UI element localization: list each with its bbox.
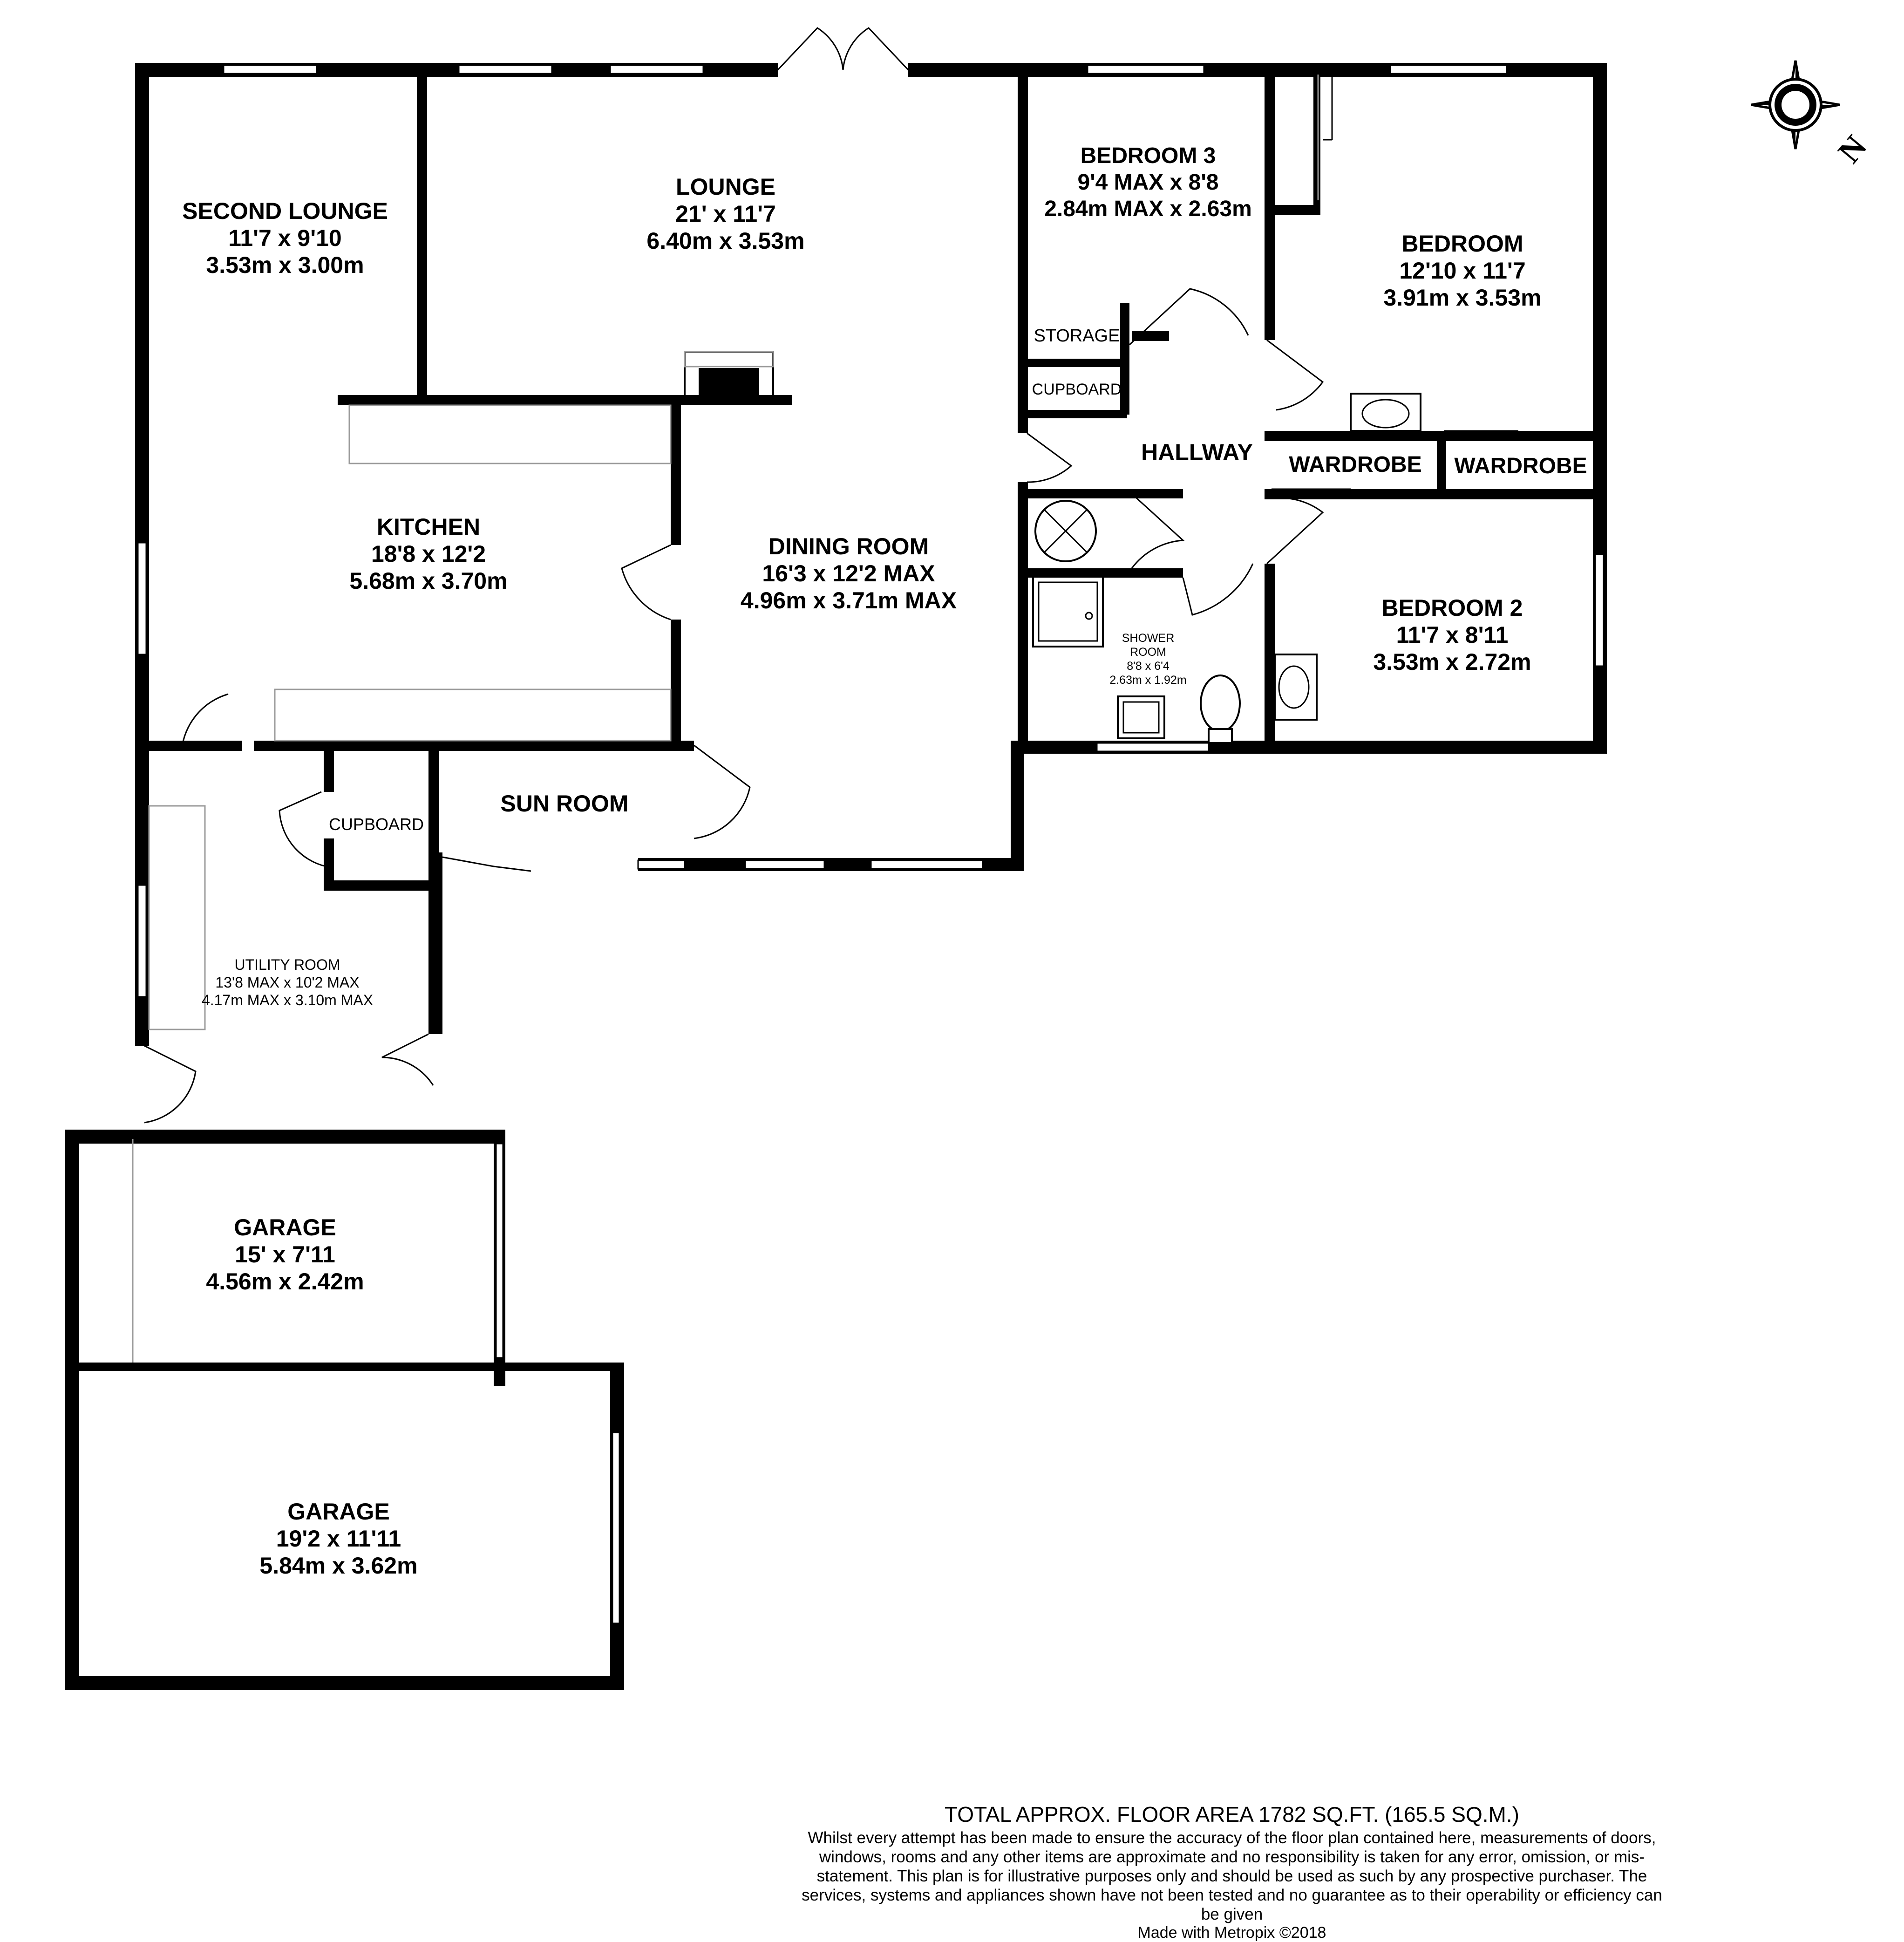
cupboard-label: CUPBOARD xyxy=(1032,381,1122,398)
room-size-metric: 5.68m x 3.70m xyxy=(349,568,508,594)
room-size-metric: 2.84m MAX x 2.63m xyxy=(1044,197,1252,221)
compass-rose-icon xyxy=(1751,61,1874,170)
room-name-line-1: SHOWER xyxy=(1122,632,1175,645)
room-size-imperial: 13'8 MAX x 10'2 MAX xyxy=(215,974,360,991)
room-size-metric: 2.63m x 1.92m xyxy=(1109,674,1187,687)
toilet-icon xyxy=(1201,675,1240,743)
room-name: BEDROOM xyxy=(1401,231,1523,257)
room-size-metric: 6.40m x 3.53m xyxy=(646,228,805,254)
room-sun-room: SUN ROOM xyxy=(500,790,629,817)
room-size-imperial: 9'4 MAX x 8'8 xyxy=(1077,170,1219,195)
wardrobe-label: WARDROBE xyxy=(1454,454,1587,478)
exterior-walls xyxy=(65,63,1607,1690)
total-floor-area: TOTAL APPROX. FLOOR AREA 1782 SQ.FT. (165.5 SQ.M.) xyxy=(945,1802,1519,1826)
room-garage-large xyxy=(259,1499,417,1579)
cylinder-icon xyxy=(1035,501,1096,561)
storage-label: STORAGE xyxy=(1034,326,1120,346)
disclaimer-text: Whilst every attempt has been made to ensure the accuracy of the floor plan contained here, measurements of doors, windows, rooms and any other items are approximate and no responsibility is taken for any error, omission, or mis-statement. This plan is for illustrative purposes only and should be used as such by any prospective purchaser. The services, systems and appliances shown have not been tested and no guarantee as to their operability or efficiency can be given xyxy=(802,1829,1662,1923)
room-shower-room xyxy=(1109,632,1186,687)
room-size-metric: 3.53m x 2.72m xyxy=(1373,649,1531,675)
shower-tray-icon xyxy=(1033,577,1103,647)
room-size-imperial: 19'2 x 11'11 xyxy=(276,1526,401,1552)
room-name: GARAGE xyxy=(287,1499,390,1525)
cupboard-label: CUPBOARD xyxy=(328,815,424,834)
room-size-metric: 5.84m x 3.62m xyxy=(259,1553,418,1579)
room-lounge xyxy=(646,174,804,254)
room-name: GARAGE xyxy=(234,1214,336,1240)
room-size-imperial: 15' x 7'11 xyxy=(235,1241,335,1267)
room-name: LOUNGE xyxy=(676,174,775,200)
room-second-lounge xyxy=(182,198,388,278)
room-bedroom xyxy=(1383,231,1541,311)
compass-north-letter: N xyxy=(1831,129,1874,170)
room-size-metric: 3.53m x 3.00m xyxy=(206,252,364,278)
room-bedroom-3 xyxy=(1044,143,1252,221)
room-size-metric: 4.56m x 2.42m xyxy=(206,1268,364,1295)
room-size-imperial: 16'3 x 12'2 MAX xyxy=(762,560,935,586)
room-size-imperial: 18'8 x 12'2 xyxy=(371,541,486,567)
basin-icon xyxy=(1275,654,1317,720)
room-utility-room xyxy=(202,956,373,1008)
interior-walls xyxy=(149,70,1605,891)
basin-icon xyxy=(1351,394,1421,431)
room-name: BEDROOM 3 xyxy=(1080,143,1216,168)
room-size-imperial: 12'10 x 11'7 xyxy=(1399,258,1526,284)
basin-icon xyxy=(1118,696,1164,738)
room-name: BEDROOM 2 xyxy=(1381,595,1523,621)
room-dining-room xyxy=(741,533,957,613)
room-size-metric: 3.91m x 3.53m xyxy=(1383,285,1542,311)
room-size-imperial: 8'8 x 6'4 xyxy=(1127,660,1170,673)
room-size-metric: 4.96m x 3.71m MAX xyxy=(740,587,957,613)
room-size-imperial: 21' x 11'7 xyxy=(675,201,776,227)
room-garage-small xyxy=(206,1214,364,1295)
room-name-line-2: ROOM xyxy=(1130,646,1166,659)
room-name: SECOND LOUNGE xyxy=(182,198,388,224)
room-kitchen xyxy=(349,514,507,594)
room-size-imperial: 11'7 x 8'11 xyxy=(1396,622,1509,648)
wardrobe-label: WARDROBE xyxy=(1289,452,1422,477)
room-hallway: HALLWAY xyxy=(1141,439,1253,465)
room-name: DINING ROOM xyxy=(768,533,929,559)
room-size-imperial: 11'7 x 9'10 xyxy=(228,225,342,251)
room-bedroom-2 xyxy=(1373,595,1531,675)
room-name: UTILITY ROOM xyxy=(234,956,340,973)
room-name: KITCHEN xyxy=(376,514,481,540)
room-size-metric: 4.17m MAX x 3.10m MAX xyxy=(201,992,374,1008)
made-with-credit: Made with Metropix ©2018 xyxy=(1137,1924,1326,1942)
windows xyxy=(133,65,1604,1623)
